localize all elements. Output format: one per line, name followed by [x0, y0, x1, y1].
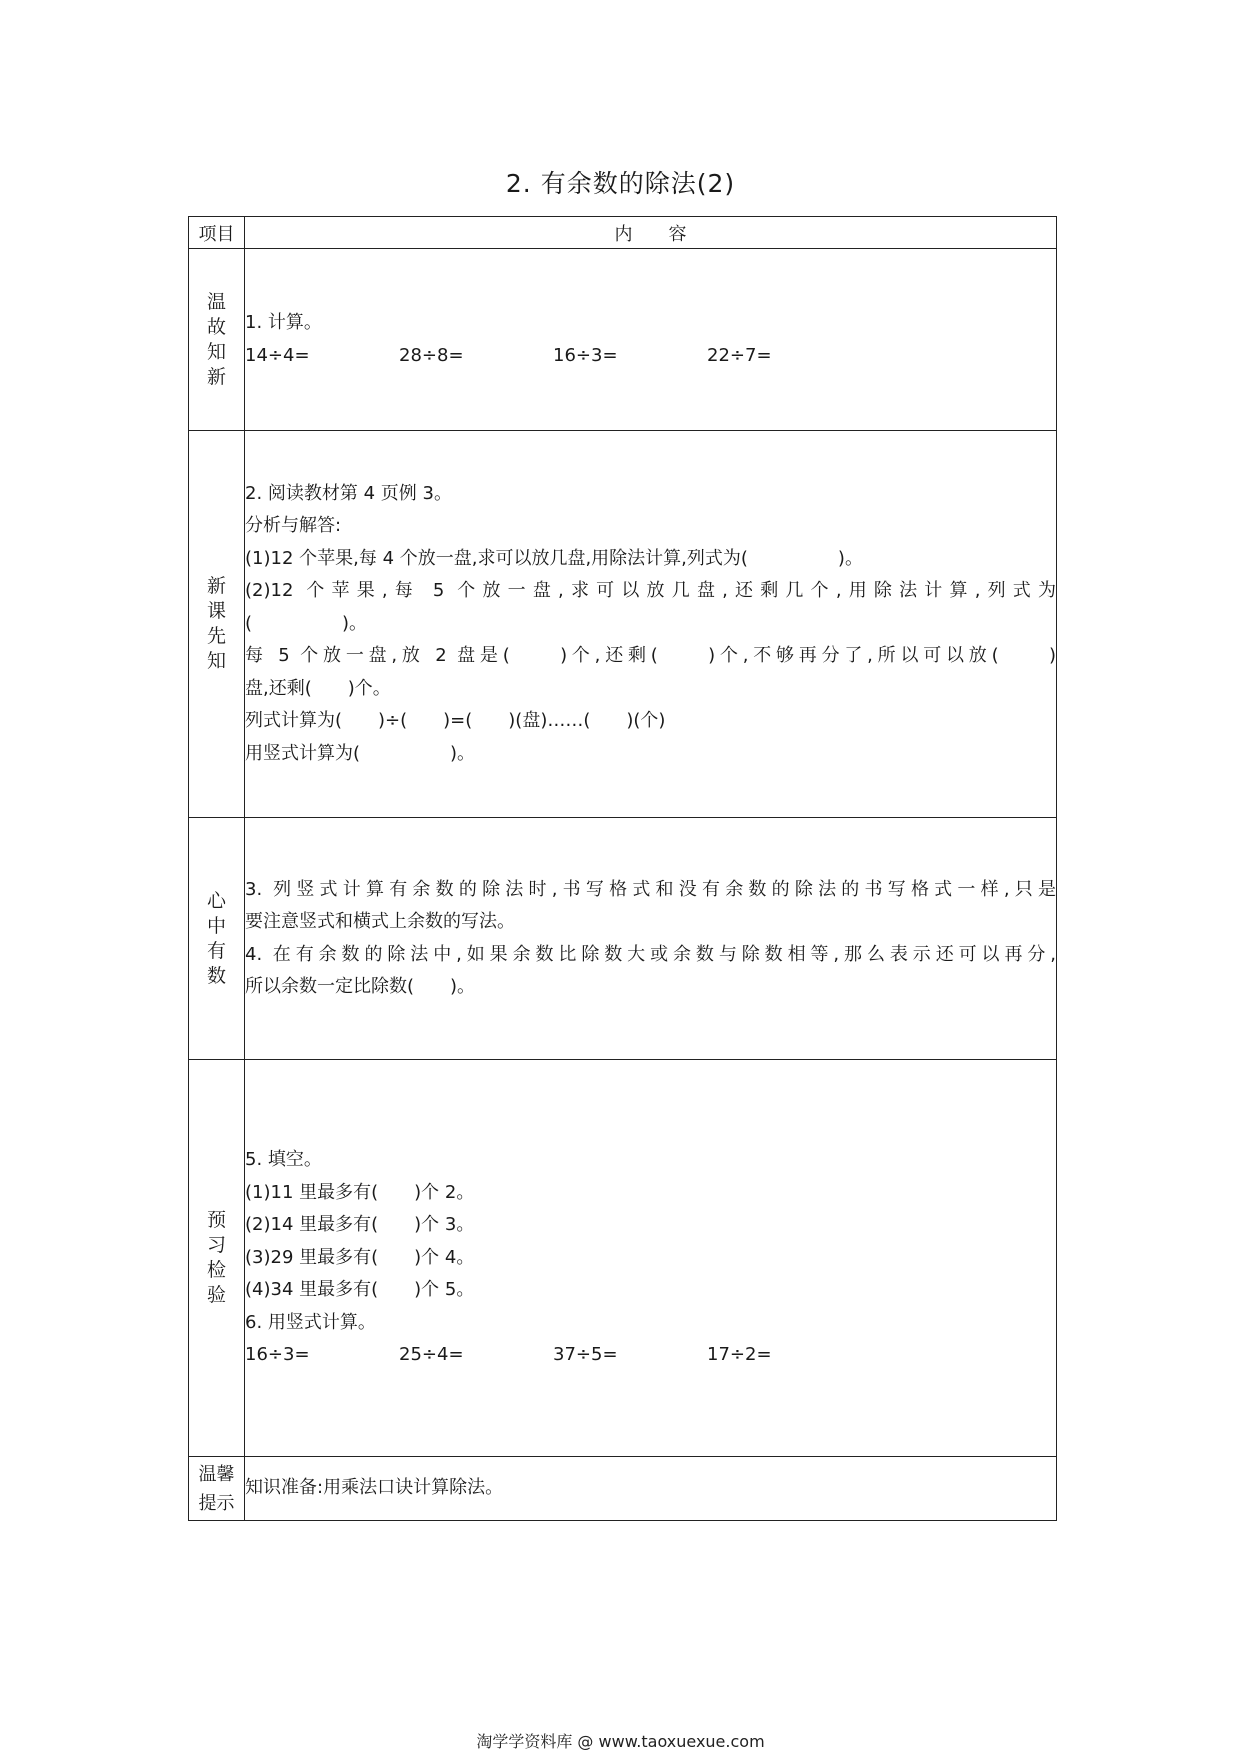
- text-line: (1)12 个苹果,每 4 个放一盘,求可以放几盘,用除法计算,列式为( )。: [245, 547, 863, 569]
- text-line: 列式计算为( )÷( )=( )(盘)……( )(个): [245, 710, 666, 732]
- section-tip: [189, 1457, 1057, 1521]
- section-body: [245, 1060, 1057, 1457]
- section-body: [245, 249, 1057, 431]
- expression: 22÷7=: [707, 344, 772, 366]
- worksheet-table: [188, 216, 1057, 1521]
- section-label: 心中有数: [206, 889, 226, 987]
- text-line: 2. 阅读教材第 4 页例 3。: [245, 482, 452, 504]
- expression-row: [245, 1339, 1056, 1372]
- expression: 28÷8=: [399, 344, 464, 366]
- fill-blank: (2)14 里最多有( )个 3。: [245, 1214, 475, 1236]
- text-line: 要注意竖式和横式上余数的写法。: [245, 911, 515, 932]
- section-label: 温馨提示: [198, 1463, 235, 1514]
- text-line: 所以余数一定比除数( )。: [245, 976, 476, 997]
- expression-row: [245, 340, 1056, 373]
- header-content: 内 容: [245, 217, 1057, 249]
- question-5: 5. 填空。: [245, 1149, 322, 1171]
- section-label: 新课先知: [206, 575, 226, 672]
- section-body: [245, 1457, 1057, 1521]
- expression: 17÷2=: [707, 1344, 772, 1366]
- text-line: 每 5 个放一盘,放 2 盘是( )个,还剩( )个,不够再分了,所以可以放( ): [245, 645, 1056, 667]
- section-newlesson: [189, 431, 1057, 818]
- footer-watermark: 淘学学资料库 @ www.taoxuexue.com: [476, 1732, 765, 1751]
- section-mind: [189, 818, 1057, 1060]
- header-row: [189, 217, 1057, 249]
- expression: 25÷4=: [399, 1344, 464, 1366]
- text-line: (2)12 个苹果,每 5 个放一盘,求可以放几盘,还剩几个,用除法计算,列式为: [245, 580, 1056, 602]
- expression: 37÷5=: [553, 1344, 618, 1366]
- question-6: 6. 用竖式计算。: [245, 1311, 376, 1333]
- text-line: 用竖式计算为( )。: [245, 742, 476, 764]
- question-1: 1. 计算。: [245, 312, 322, 333]
- section-preview: [189, 1060, 1057, 1457]
- fill-blank: (4)34 里最多有( )个 5。: [245, 1279, 475, 1301]
- expression: 14÷4=: [245, 344, 310, 366]
- text-line: 分析与解答:: [245, 515, 342, 537]
- section-label: 温故知新: [206, 290, 226, 388]
- text-line: ( )。: [245, 612, 368, 634]
- section-review: [189, 249, 1057, 431]
- fill-blank: (1)11 里最多有( )个 2。: [245, 1181, 475, 1203]
- text-line: 4. 在有余数的除法中,如果余数比除数大或余数与除数相等,那么表示还可以再分,: [245, 943, 1056, 965]
- section-label: 预习检验: [206, 1209, 226, 1306]
- expression: 16÷3=: [245, 1344, 310, 1366]
- fill-blank: (3)29 里最多有( )个 4。: [245, 1246, 475, 1268]
- section-body: [245, 818, 1057, 1060]
- expression: 16÷3=: [553, 344, 618, 366]
- text-line: 盘,还剩( )个。: [245, 677, 391, 699]
- text-line: 3. 列竖式计算有余数的除法时,书写格式和没有余数的除法的书写格式一样,只是: [245, 878, 1056, 900]
- section-body: [245, 431, 1057, 818]
- header-item: 项目: [189, 217, 245, 249]
- tip-text: 知识准备:用乘法口诀计算除法。: [245, 1477, 504, 1499]
- page-title: 2. 有余数的除法(2): [505, 169, 736, 198]
